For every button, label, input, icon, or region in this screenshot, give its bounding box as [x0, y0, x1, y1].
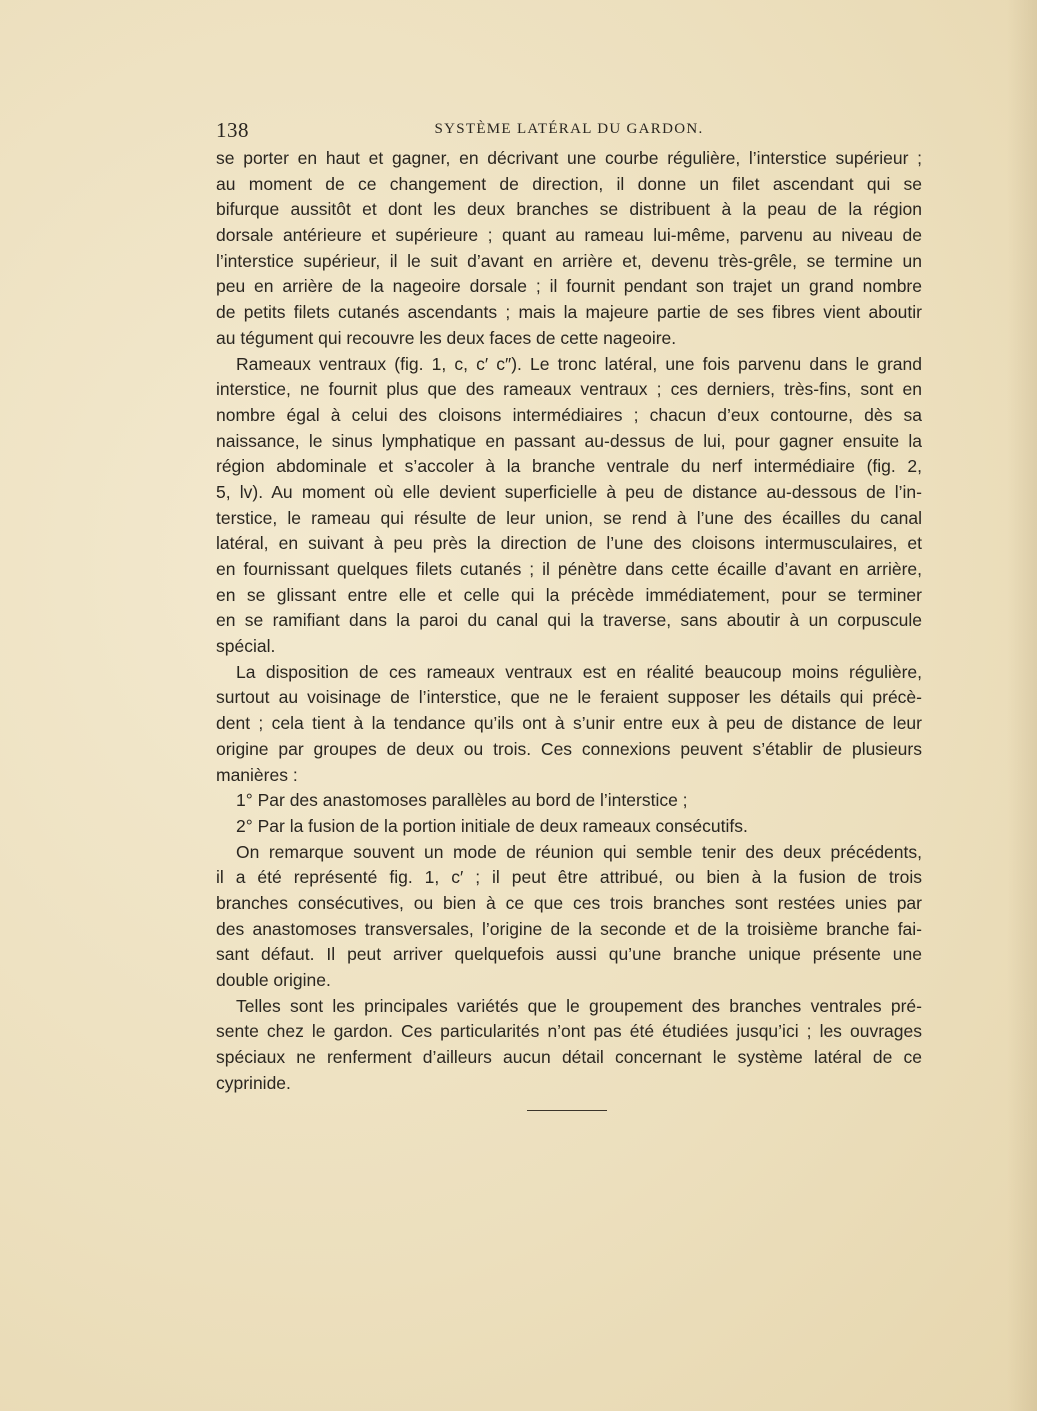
- text-line: en se glissant entre elle et celle qui la précède immédiatement, pour se terminer: [216, 584, 922, 605]
- text-line: On remarque souvent un mode de réunion qui semble tenir des deux précédents,: [236, 841, 922, 862]
- text-line: il a été représenté fig. 1, c′ ; il peut être attribué, ou bien à la fusion de trois: [216, 867, 922, 888]
- text-line: l’interstice supérieur, il le suit d’avant en arrière et, devenu très-grêle, se termine un: [216, 250, 922, 271]
- text-line: nombre égal à celui des cloisons intermédiaires ; chacun d’eux contourne, dès sa: [216, 404, 922, 425]
- text-line: terstice, le rameau qui résulte de leur union, se rend à l’une des écailles du canal: [216, 507, 922, 528]
- page-edge-shadow: [1007, 0, 1037, 1411]
- text-line: dorsale antérieure et supérieure ; quant au rameau lui-même, parvenu au niveau de: [216, 225, 922, 246]
- text-line: bifurque aussitôt et dont les deux branches se distribuent à la peau de la région: [216, 199, 922, 220]
- text-line: cyprinide.: [216, 1072, 291, 1093]
- page-header: [216, 118, 922, 144]
- body-text: [216, 146, 922, 1096]
- text-line: double origine.: [216, 970, 331, 990]
- text-line: de petits filets cutanés ascendants ; mais la majeure partie de ses fibres vient aboutir: [216, 302, 922, 323]
- end-rule: [527, 1110, 607, 1111]
- text-line: branches consécutives, ou bien à ce que ces trois branches sont restées unies par: [216, 892, 922, 913]
- text-line: sant défaut. Il peut arriver quelquefois aussi qu’une branche unique présente une: [216, 944, 922, 965]
- text-line: peu en arrière de la nageoire dorsale ; il fournit pendant son trajet un grand nombre: [216, 276, 922, 297]
- text-line: en fournissant quelques filets cutanés ; il pénètre dans cette écaille d’avant en arrière,: [216, 559, 922, 579]
- running-title: SYSTÈME LATÉRAL DU GARDON.: [434, 121, 704, 137]
- text-line: interstice, ne fournit plus que des rameaux ventraux ; ces derniers, très-fins, sont en: [216, 379, 922, 400]
- text-line: spécial.: [216, 636, 276, 657]
- text-line: Telles sont les principales variétés que le groupement des branches ventrales pré-: [236, 995, 922, 1016]
- text-line: se porter en haut et gagner, en décrivant une courbe régulière, l’interstice supérieur ;: [216, 148, 922, 168]
- text-line: 1° Par des anastomoses parallèles au bord de l’interstice ;: [236, 790, 688, 811]
- text-line: 5, lv). Au moment où elle devient superficielle à peu de distance au-dessous de l’in-: [216, 481, 922, 502]
- text-line: des anastomoses transversales, l’origine de la seconde et de la troisième branche fai-: [216, 918, 922, 939]
- text-line: origine par groupes de deux ou trois. Ces connexions peuvent s’établir de plusieurs: [216, 738, 922, 759]
- text-line: dent ; cela tient à la tendance qu’ils ont à s’unir entre eux à peu de distance de leur: [216, 713, 922, 734]
- text-line: au moment de ce changement de direction, il donne un filet ascendant qui se: [216, 173, 922, 194]
- text-line: naissance, le sinus lymphatique en passant au-dessus de lui, pour gagner ensuite la: [216, 430, 922, 451]
- text-line: sente chez le gardon. Ces particularités n’ont pas été étudiées jusqu’ici ; les ouvrages: [216, 1021, 922, 1042]
- text-line: région abdominale et s’accoler à la branche ventrale du nerf intermédiaire (fig. 2,: [216, 456, 922, 477]
- text-line: spéciaux ne renferment d’ailleurs aucun détail concernant le système latéral de ce: [216, 1047, 922, 1068]
- text-line: en se ramifiant dans la paroi du canal qui la traverse, sans aboutir à un corpuscule: [216, 610, 922, 631]
- text-line: 2° Par la fusion de la portion initiale de deux rameaux consécutifs.: [236, 815, 748, 836]
- page-number: 138: [216, 118, 249, 142]
- text-line: latéral, en suivant à peu près la direction de l’une des cloisons intermusculaires, et: [216, 533, 922, 554]
- text-line: Rameaux ventraux (fig. 1, c, c′ c″). Le tronc latéral, une fois parvenu dans le grand: [236, 353, 922, 374]
- text-line: au tégument qui recouvre les deux faces de cette nageoire.: [216, 327, 677, 348]
- text-line: manières :: [216, 764, 298, 785]
- text-line: La disposition de ces rameaux ventraux est en réalité beaucoup moins régulière,: [236, 661, 922, 682]
- text-line: surtout au voisinage de l’interstice, que ne le feraient supposer les détails qui précè-: [216, 687, 922, 708]
